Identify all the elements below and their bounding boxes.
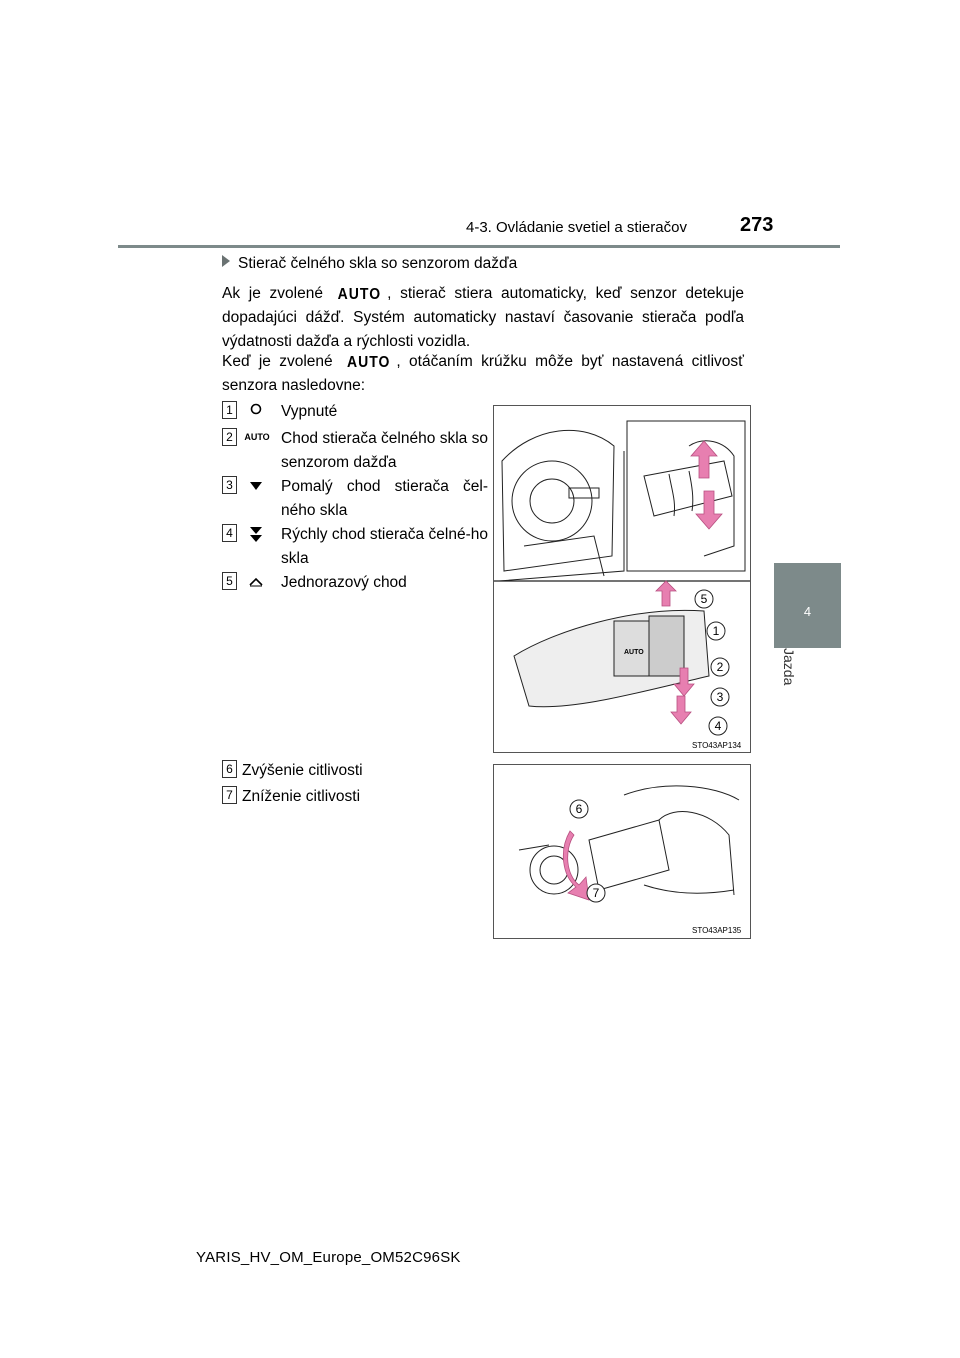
- callout-label: 3: [716, 690, 724, 704]
- callout-number: 5: [222, 572, 237, 590]
- callout-label: 2: [716, 660, 724, 674]
- callout-number: 3: [222, 476, 237, 494]
- callout-number: 2: [222, 428, 237, 446]
- auto-icon: AUTO: [346, 351, 391, 371]
- item-text: Pomalý chod stierača čel-ného skla: [281, 478, 488, 519]
- auto-icon: AUTO: [244, 432, 270, 442]
- figure-code: STO43AP135: [692, 926, 742, 935]
- figure-sensitivity-ring: [493, 764, 751, 939]
- callout-label: 7: [592, 886, 600, 900]
- para2-text-after: , otáčaním krúžku môže byť nastavená citlivosť senzora nasledovne:: [222, 353, 744, 394]
- wiper-lever-illustration: [494, 406, 750, 752]
- lever-auto-label: AUTO: [624, 649, 644, 656]
- item-text: Jednorazový chod: [281, 574, 407, 591]
- callout-number: 4: [222, 524, 237, 542]
- para1-text-before: Ak je zvolené: [222, 285, 323, 302]
- item-text: Chod stierača čelného skla so senzorom dažďa: [281, 430, 488, 471]
- callout-label: 4: [714, 719, 722, 733]
- mist-icon: [244, 576, 268, 590]
- footer-document-id: YARIS_HV_OM_Europe_OM52C96SK: [196, 1249, 461, 1266]
- callout-number: 6: [222, 760, 237, 778]
- chapter-label-wrap: [777, 648, 837, 686]
- callout-number: 1: [222, 401, 237, 419]
- subsection-heading: [222, 255, 517, 273]
- item-text: Rýchly chod stierača čelné-ho skla: [281, 526, 488, 567]
- item-text: Zvýšenie citlivosti: [242, 762, 363, 779]
- chapter-number: 4: [803, 604, 812, 619]
- para1-text-after: , stierač stiera automaticky, keď senzor detekuje dopadajúci dážď. Systém automaticky nastaví časovanie stierača podľa výdatnosti dažďa a rýchlosti vozidla.: [222, 285, 744, 350]
- para2-text-before: Keď je zvolené: [222, 353, 333, 370]
- auto-icon: AUTO: [337, 283, 382, 303]
- callout-label: 5: [700, 592, 708, 606]
- paragraph-auto-description: [222, 281, 744, 354]
- page-number: 273: [740, 214, 774, 236]
- figure-wiper-lever: [493, 405, 751, 753]
- item-text: Vypnuté: [281, 403, 338, 420]
- slow-icon: [244, 480, 268, 494]
- chapter-label: Jazda: [781, 648, 797, 686]
- callout-label: 1: [712, 624, 720, 638]
- section-title: 4-3. Ovládanie svetiel a stieračov: [466, 219, 687, 236]
- header-divider: [118, 245, 840, 248]
- fast-icon: [244, 526, 268, 547]
- figure-code: STO43AP134: [692, 741, 742, 750]
- callout-number: 7: [222, 786, 237, 804]
- paragraph-sensitivity: [222, 349, 744, 398]
- callout-label: 6: [575, 802, 583, 816]
- item-text: Zníženie citlivosti: [242, 788, 361, 805]
- off-icon: [244, 402, 268, 419]
- heading-text: Stierač čelného skla so senzorom dažďa: [238, 255, 518, 272]
- sensitivity-ring-illustration: [494, 765, 750, 938]
- triangle-bullet-icon: [222, 255, 230, 267]
